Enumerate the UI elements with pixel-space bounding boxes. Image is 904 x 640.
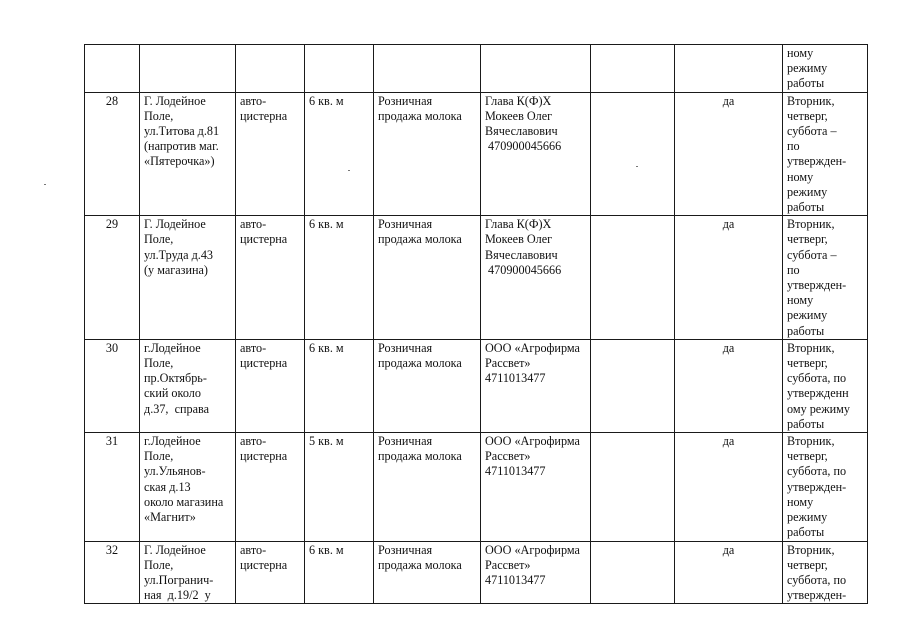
cell-object-type — [236, 433, 305, 541]
schedule-line: работы — [787, 323, 825, 338]
cell-owner — [481, 339, 591, 432]
owner-line: Глава К(Ф)Х — [485, 93, 552, 108]
address-line: Поле, — [144, 449, 174, 464]
cell-specialization — [374, 92, 481, 216]
schedule-line: утвержден- — [787, 278, 847, 293]
cell-extra — [591, 433, 675, 541]
address-line: ная д.19/2 у — [144, 588, 211, 603]
area-value: 6 кв. м — [309, 340, 344, 355]
cell-number — [85, 45, 140, 93]
address-line: Г. Лодейное — [144, 93, 206, 108]
cell-area — [305, 541, 374, 604]
schedule-line: Вторник, — [787, 93, 835, 108]
specialization-line: Розничная — [378, 340, 433, 355]
cell-subject-flag — [675, 541, 783, 604]
address-line: (напротив маг. — [144, 139, 219, 154]
cell-schedule — [783, 433, 868, 541]
cell-schedule — [783, 92, 868, 216]
schedule-line: Вторник, — [787, 217, 835, 232]
schedule-line: режиму — [787, 308, 828, 323]
address-line: Поле, — [144, 557, 174, 572]
cell-extra — [591, 45, 675, 93]
owner-line: Мокеев Олег — [485, 108, 553, 123]
cell-number — [85, 433, 140, 541]
address-line: ул.Труда д.43 — [144, 247, 214, 262]
specialization-line: Розничная — [378, 217, 433, 232]
cell-number — [85, 339, 140, 432]
table-row — [85, 541, 868, 604]
row-number: 29 — [105, 217, 119, 232]
table-row — [85, 92, 868, 216]
object-type-line: авто- — [240, 93, 267, 108]
specialization-line: продажа молока — [378, 557, 462, 572]
schedule-line: ному — [787, 293, 814, 308]
address-line: Поле, — [144, 108, 174, 123]
address-line: около магазина — [144, 494, 224, 509]
cell-area — [305, 92, 374, 216]
address-line: ул.Погранич- — [144, 572, 214, 587]
cell-address — [140, 541, 236, 604]
cell-owner — [481, 541, 591, 604]
cell-extra — [591, 216, 675, 340]
subject-flag-value: да — [722, 217, 735, 232]
cell-specialization — [374, 216, 481, 340]
cell-subject-flag — [675, 45, 783, 93]
owner-line: 470900045666 — [485, 139, 562, 154]
object-type-line: авто- — [240, 340, 267, 355]
cell-subject-flag — [675, 92, 783, 216]
area-value: 6 кв. м — [309, 93, 344, 108]
specialization-line: Розничная — [378, 434, 433, 449]
schedule-line: режиму — [787, 61, 828, 76]
cell-object-type — [236, 541, 305, 604]
cell-owner — [481, 45, 591, 93]
cell-object-type — [236, 216, 305, 340]
schedule-line: четверг, — [787, 557, 828, 572]
schedule-line: утвержден- — [787, 479, 847, 494]
address-line: ул.Титова д.81 — [144, 124, 220, 139]
owner-line: Рассвет» — [485, 557, 531, 572]
object-type-line: цистерна — [240, 108, 288, 123]
cell-subject-flag — [675, 339, 783, 432]
cell-area — [305, 339, 374, 432]
row-number: 28 — [105, 93, 119, 108]
schedule-line: ному — [787, 46, 814, 60]
schedule-line: четверг, — [787, 108, 828, 123]
schedule-line: четверг, — [787, 232, 828, 247]
schedule-line: утвержден- — [787, 588, 847, 603]
address-line: Поле, — [144, 232, 174, 247]
schedule-line: четверг, — [787, 356, 828, 371]
subject-flag-value: да — [722, 434, 735, 449]
schedule-line: Вторник, — [787, 542, 835, 557]
schedule-line: по — [787, 139, 800, 154]
owner-line: Мокеев Олег — [485, 232, 553, 247]
object-type-line: цистерна — [240, 557, 288, 572]
cell-object-type — [236, 339, 305, 432]
cell-address — [140, 92, 236, 216]
cell-address — [140, 339, 236, 432]
cell-area — [305, 45, 374, 93]
schedule-line: работы — [787, 525, 825, 540]
schedule-line: режиму — [787, 184, 828, 199]
owner-line: 4711013477 — [485, 371, 546, 386]
address-line: ул.Ульянов- — [144, 464, 206, 479]
cell-object-type — [236, 92, 305, 216]
cell-address — [140, 433, 236, 541]
row-number: 32 — [105, 542, 119, 557]
object-type-line: цистерна — [240, 356, 288, 371]
cell-address — [140, 45, 236, 93]
cell-specialization — [374, 541, 481, 604]
table-row — [85, 339, 868, 432]
address-line: «Пятерочка») — [144, 154, 215, 169]
schedule-line: суббота – — [787, 247, 837, 262]
subject-flag-value: да — [722, 93, 735, 108]
cell-specialization — [374, 339, 481, 432]
owner-line: Рассвет» — [485, 356, 531, 371]
address-line: Поле, — [144, 356, 174, 371]
address-line: «Магнит» — [144, 510, 196, 525]
cell-owner — [481, 216, 591, 340]
table-body — [85, 45, 868, 604]
address-line: ская д.13 — [144, 479, 191, 494]
specialization-line: продажа молока — [378, 449, 462, 464]
object-type-line: авто- — [240, 542, 267, 557]
subject-flag-value: да — [722, 340, 735, 355]
address-line: (у магазина) — [144, 262, 208, 277]
cell-schedule — [783, 216, 868, 340]
owner-line: 4711013477 — [485, 572, 546, 587]
cell-number — [85, 541, 140, 604]
cell-extra — [591, 541, 675, 604]
address-line: д.37, справа — [144, 401, 210, 416]
schedule-line: суббота, по — [787, 464, 847, 479]
cell-schedule — [783, 45, 868, 93]
scan-speck — [44, 184, 46, 185]
area-value: 6 кв. м — [309, 217, 344, 232]
cell-specialization — [374, 45, 481, 93]
address-line: Г. Лодейное — [144, 542, 206, 557]
cell-area — [305, 433, 374, 541]
schedule-line: ому режиму — [787, 401, 850, 416]
cell-schedule — [783, 541, 868, 604]
specialization-line: продажа молока — [378, 232, 462, 247]
table-row — [85, 216, 868, 340]
owner-line: Вячеславович — [485, 124, 558, 139]
address-line: ский около — [144, 386, 201, 401]
owner-line: ООО «Агрофирма — [485, 340, 580, 355]
owner-line: Рассвет» — [485, 449, 531, 464]
cell-owner — [481, 433, 591, 541]
row-number: 31 — [105, 434, 119, 449]
area-value: 5 кв. м — [309, 434, 344, 449]
schedule-line: ному — [787, 169, 814, 184]
schedule-line: суббота – — [787, 124, 837, 139]
schedule-line: Вторник, — [787, 434, 835, 449]
object-type-line: авто- — [240, 434, 267, 449]
cell-extra — [591, 92, 675, 216]
area-value: 6 кв. м — [309, 542, 344, 557]
row-number: 30 — [105, 340, 119, 355]
schedule-line: ному — [787, 494, 814, 509]
address-line: г.Лодейное — [144, 340, 201, 355]
schedule-line: работы — [787, 200, 825, 215]
specialization-line: Розничная — [378, 542, 433, 557]
specialization-line: продажа молока — [378, 108, 462, 123]
schedule-line: суббота, по — [787, 371, 847, 386]
address-line: Г. Лодейное — [144, 217, 206, 232]
object-type-line: цистерна — [240, 449, 288, 464]
schedule-line: Вторник, — [787, 340, 835, 355]
cell-specialization — [374, 433, 481, 541]
cell-owner — [481, 92, 591, 216]
owner-line: ООО «Агрофирма — [485, 434, 580, 449]
owner-line: Вячеславович — [485, 247, 558, 262]
schedule-line: утвержден- — [787, 154, 847, 169]
owner-line: Глава К(Ф)Х — [485, 217, 552, 232]
cell-subject-flag — [675, 433, 783, 541]
object-type-line: цистерна — [240, 232, 288, 247]
cell-schedule — [783, 339, 868, 432]
cell-extra — [591, 339, 675, 432]
owner-line: ООО «Агрофирма — [485, 542, 580, 557]
cell-area — [305, 216, 374, 340]
table-row-continuation — [85, 45, 868, 93]
specialization-line: продажа молока — [378, 356, 462, 371]
object-type-line: авто- — [240, 217, 267, 232]
cell-address — [140, 216, 236, 340]
address-line: г.Лодейное — [144, 434, 201, 449]
cell-number — [85, 92, 140, 216]
cell-object-type — [236, 45, 305, 93]
schedule-line: работы — [787, 76, 825, 91]
subject-flag-value: да — [722, 542, 735, 557]
schedule-line: режиму — [787, 510, 828, 525]
schedule-line: суббота, по — [787, 572, 847, 587]
trade-objects-table — [84, 44, 868, 604]
specialization-line: Розничная — [378, 93, 433, 108]
schedule-line: работы — [787, 416, 825, 431]
cell-subject-flag — [675, 216, 783, 340]
owner-line: 4711013477 — [485, 464, 546, 479]
address-line: пр.Октябрь- — [144, 371, 207, 386]
owner-line: 470900045666 — [485, 262, 562, 277]
schedule-line: по — [787, 262, 800, 277]
schedule-line: четверг, — [787, 449, 828, 464]
schedule-line: утвержденн — [787, 386, 849, 401]
cell-number — [85, 216, 140, 340]
table-row — [85, 433, 868, 541]
